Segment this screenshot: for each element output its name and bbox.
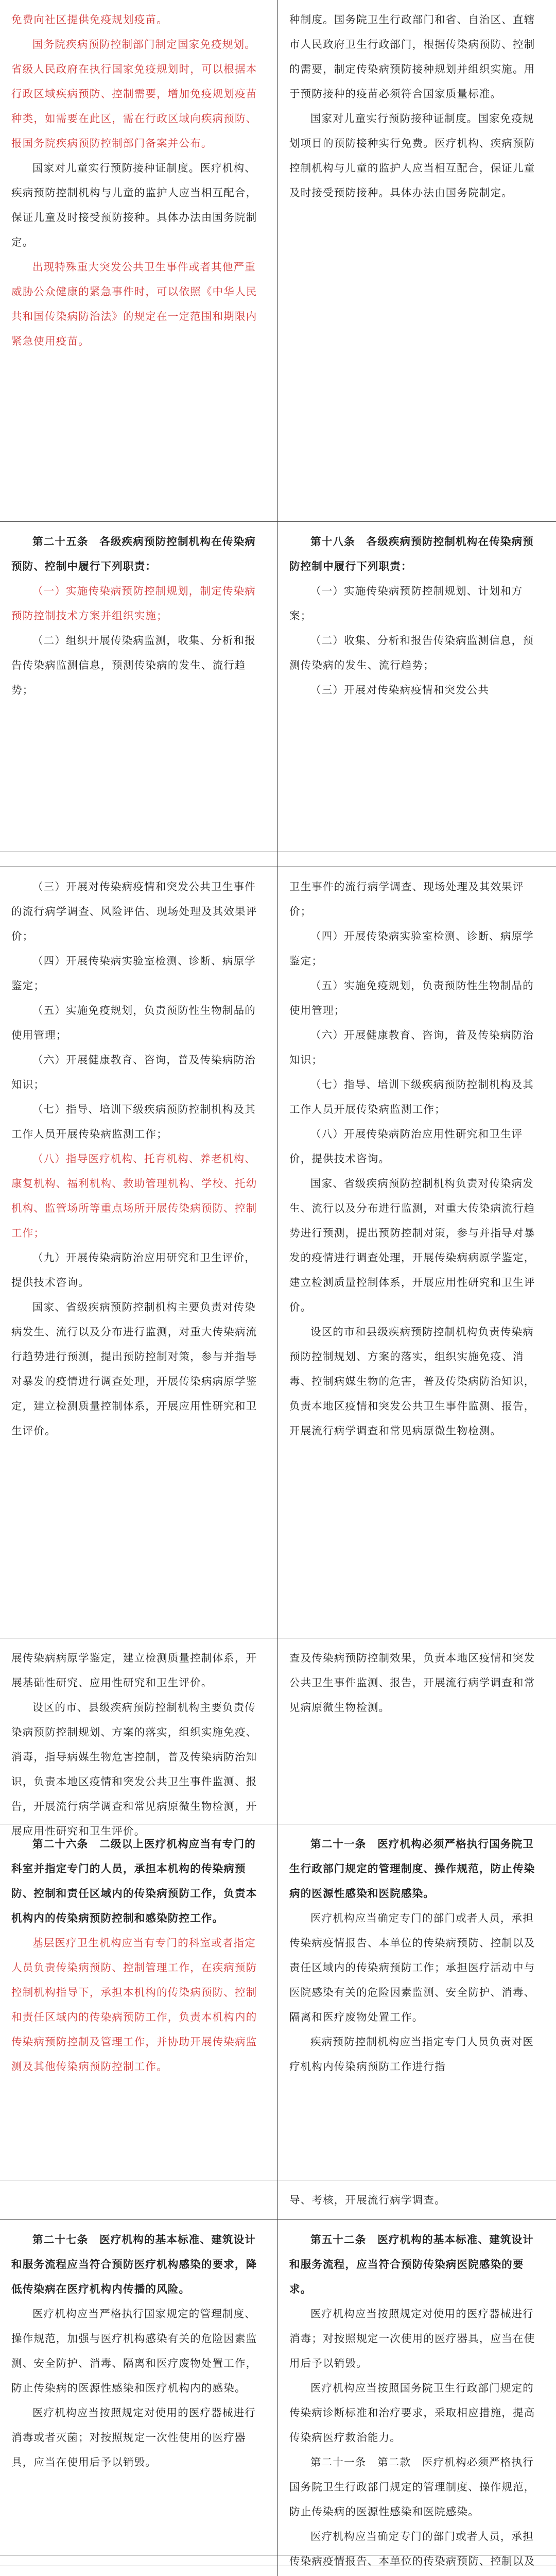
table-row (0, 1824, 556, 2180)
page-break-band (0, 2555, 556, 2566)
provision-paragraph (289, 2573, 545, 2576)
old-law-cell (278, 2180, 556, 2219)
provision-paragraph: 免费向社区提供免疫规划疫苗。 (11, 13, 168, 26)
provision-paragraph: （三）开展对传染病疫情和突发公共 (310, 684, 490, 696)
provision-paragraph: 第二十七条 医疗机构的基本标准、建筑设计和服务流程应当符合预防医疗机构感染的要求，降低传染病在医疗机构内传播的风险。 (11, 2233, 257, 2295)
provision-paragraph: （五）实施免疫规划，负责预防性生物制品的使用管理； (289, 979, 534, 1016)
provision-paragraph: （八）指导医疗机构、托育机构、养老机构、康复机构、福利机构、救助管理机构、学校、托幼机构、监管场所等重点场所开展传染病预防、控制工作； (11, 1153, 257, 1239)
provision-paragraph: 医疗机构应当确定专门的部门或者人员，承担传染病疫情报告、本单位的传染病预防、控制以及责任区域内的传染病预防工作；承担医疗活动中与医院感染有关的危险因素监测、安全防护、消毒、隔离和医疗废物处置工作。 (289, 1912, 535, 2023)
provision-paragraph: （五）实施免疫规划，负责预防性生物制品的使用管理； (11, 1004, 256, 1041)
provision-paragraph: （二）收集、分析和报告传染病监测信息，预测传染病的发生、流行趋势； (289, 634, 534, 671)
provision-paragraph: 医疗机构应当按照国务院卫生行政部门规定的传染病诊断标准和治疗要求，采取相应措施，提高传染病医疗救治能力。 (289, 2382, 535, 2444)
provision-paragraph: 导、考核，开展流行病学调查。 (289, 2194, 446, 2206)
provision-paragraph: 国家、省级疾病预防控制机构负责对传染病发生、流行以及分布进行监测，对重大传染病流行趋势进行预测，提出预防控制对策，参与并指导对暴发的疫情进行调查处理，开展传染病病原学鉴定，建立检测质量控制体系，开展应用性研究和卫生评价。 (289, 1177, 535, 1313)
provision-paragraph: （四）开展传染病实验室检测、诊断、病原学鉴定； (11, 955, 256, 992)
provision-paragraph: （七）指导、培训下级疾病预防控制机构及其工作人员开展传染病监测工作； (289, 1078, 534, 1115)
provision-paragraph: 国务院疾病预防控制部门制定国家免疫规划。省级人民政府在执行国家免疫规划时，可以根据本行政区域疾病预防、控制需要，增加免疫规划疫苗种类，如需要在此区，需在行政区域向疾病预防、报国务院疾病预防控制部门备案并公布。 (11, 38, 257, 149)
table-row (0, 2566, 556, 2576)
provision-paragraph: 医疗机构应当按照规定对使用的医疗器械进行消毒；对按照规定一次使用的医疗器具，应当在使用后予以销毁。 (289, 2308, 535, 2369)
provision-paragraph: 国家对儿童实行预防接种证制度。国家免疫规划项目的预防接种实行免费。医疗机构、疾病预防控制机构与儿童的监护人应当相互配合，保证儿童及时接受预防接种。具体办法由国务院制定。 (289, 112, 535, 199)
provision-paragraph: 基层医疗卫生机构应当有专门的科室或者指定人员负责传染病预防、控制管理工作，在疾病预防控制机构指导下，承担本机构的传染病预防、控制和责任区域内的传染病预防工作，负责本机构内的传染病预防控制及管理工作，并协助开展传染病监测及其他传染病预防控制工作。 (11, 1937, 257, 2073)
provision-paragraph: 种制度。国务院卫生行政部门和省、自治区、直辖市人民政府卫生行政部门，根据传染病预防、控制的需要，制定传染病预防接种规划并组织实施。用于预防接种的疫苗必须符合国家质量标准。 (289, 13, 535, 100)
table-row (0, 867, 556, 1638)
provision-paragraph: 第二十一条 第二款 医疗机构必须严格执行国务院卫生行政部门规定的管理制度、操作规范，防止传染病的医源性感染和医院感染。 (289, 2456, 535, 2518)
provision-paragraph: 设区的市和县级疾病预防控制机构负责传染病预防控制规划、方案的落实，组织实施免疫、消毒、控制病媒生物的危害，普及传染病防治知识，负责本地区疫情和突发公共卫生事件监测、报告，开展流行病学调查和常见病原微生物检测。 (289, 1326, 535, 1437)
provision-paragraph: 国家、省级疾病预防控制机构主要负责对传染病发生、流行以及分布进行监测，对重大传染病流行趋势进行预测，提出预防控制对策，参与并指导对暴发的疫情进行调查处理，开展传染病病原学鉴定，建立检测质量控制体系，开展应用性研究和卫生评价。 (11, 1301, 257, 1437)
provision-paragraph: 展传染病病原学鉴定，建立检测质量控制体系，开展基础性研究、应用性研究和卫生评价。 (11, 1652, 257, 1689)
provision-paragraph: 第十八条 各级疾病预防控制机构在传染病预防控制中履行下列职责： (289, 535, 534, 572)
provision-paragraph: （四）开展传染病实验室检测、诊断、病原学鉴定； (289, 930, 534, 967)
provision-paragraph: （一）实施传染病预防控制规划，制定传染病预防控制技术方案并组织实施； (11, 585, 256, 622)
table-row (0, 1638, 556, 1837)
old-law-cell (278, 2566, 556, 2576)
provision-paragraph: 疾病预防控制机构应当指定专门人员负责对医疗机构内传染病预防工作进行指 (289, 2036, 534, 2073)
old-law-cell (278, 522, 556, 852)
new-law-cell (0, 1824, 278, 2180)
old-law-cell (278, 2220, 556, 2567)
table-row (0, 0, 556, 522)
new-law-cell (0, 0, 278, 521)
provision-paragraph: （八）开展传染病防治应用性研究和卫生评价，提供技术咨询。 (289, 1128, 523, 1165)
new-law-cell (0, 2180, 278, 2219)
provision-paragraph: 查及传染病预防控制效果，负责本地区疫情和突发公共卫生事件监测、报告，开展流行病学调查和常见病原微生物检测。 (289, 1652, 535, 1714)
new-law-cell (0, 867, 278, 1638)
new-law-cell (0, 2220, 278, 2555)
provision-paragraph: 卫生事件的流行病学调查、现场处理及其效果评价； (289, 880, 524, 918)
new-law-cell (0, 1638, 278, 1837)
old-law-cell (278, 1824, 556, 2180)
table-row (0, 2180, 556, 2220)
provision-paragraph: （六）开展健康教育、咨询，普及传染病防治知识； (289, 1029, 534, 1066)
provision-paragraph (11, 2573, 266, 2576)
provision-paragraph: 第五十二条 医疗机构的基本标准、建筑设计和服务流程，应当符合预防传染病医院感染的要求。 (289, 2233, 534, 2295)
provision-paragraph: 国家对儿童实行预防接种证制度。医疗机构、疾病预防控制机构与儿童的监护人应当相互配合，保证儿童及时接受预防接种。具体办法由国务院制定。 (11, 162, 257, 248)
old-law-cell (278, 867, 556, 1638)
new-law-cell (0, 2566, 278, 2576)
old-law-cell (278, 0, 556, 521)
provision-paragraph: 医疗机构应当按照规定对使用的医疗器械进行消毒或者灭菌；对按照规定一次性使用的医疗器具，应当在使用后予以销毁。 (11, 2406, 256, 2468)
provision-paragraph: 医疗机构应当确定专门的部门或者人员，承担传染病疫情报告、本单位的传染病预防、控制以及 (289, 2530, 535, 2567)
provision-paragraph: 医疗机构应当严格执行国家规定的管理制度、操作规范，加强与医疗机构感染有关的危险因素监测、安全防护、消毒、隔离和医疗废物处置工作，防止传染病的医源性感染和医疗机构内的感染。 (11, 2308, 257, 2394)
provision-paragraph: 设区的市、县级疾病预防控制机构主要负责传染病预防控制规划、方案的落实，组织实施免疫、消毒，指导病媒生物危害控制，普及传染病防治知识，负责本地区疫情和突发公共卫生事件监测、报告，开展流行病学调查和常见病原微生物检测，开展应用性研究和卫生评价。 (11, 1701, 257, 1837)
old-law-cell (278, 1638, 556, 1824)
table-row (0, 522, 556, 852)
provision-paragraph: （二）组织开展传染病监测，收集、分析和报告传染病监测信息，预测传染病的发生、流行趋势； (11, 634, 256, 696)
provision-paragraph: （三）开展对传染病疫情和突发公共卫生事件的流行病学调查、风险评估、现场处理及其效果评价； (11, 880, 257, 942)
provision-paragraph: 第二十六条 二级以上医疗机构应当有专门的科室并指定专门的人员，承担本机构的传染病预防、控制和责任区域内的传染病预防工作，负责本机构内的传染病预防控制和感染防控工作。 (11, 1838, 257, 1924)
provision-paragraph: 出现特殊重大突发公共卫生事件或者其他严重威胁公众健康的紧急事件时，可以依照《中华人民共和国传染病防治法》的规定在一定范围和期限内紧急使用疫苗。 (11, 261, 257, 347)
new-law-cell (0, 522, 278, 852)
provision-paragraph: （六）开展健康教育、咨询，普及传染病防治知识； (11, 1054, 256, 1091)
provision-paragraph: 第二十一条 医疗机构必须严格执行国务院卫生行政部门规定的管理制度、操作规范，防止传染病的医源性感染和医院感染。 (289, 1838, 535, 1900)
page-break-band (0, 852, 556, 867)
table-row (0, 2220, 556, 2567)
provision-paragraph: （九）开展传染病防治应用研究和卫生评价，提供技术咨询。 (11, 1251, 256, 1289)
provision-paragraph: 第二十五条 各级疾病预防控制机构在传染病预防、控制中履行下列职责： (11, 535, 256, 572)
provision-paragraph: （一）实施传染病预防控制规划、计划和方案； (289, 585, 523, 622)
provision-paragraph: （七）指导、培训下级疾病预防控制机构及其工作人员开展传染病监测工作； (11, 1103, 256, 1140)
